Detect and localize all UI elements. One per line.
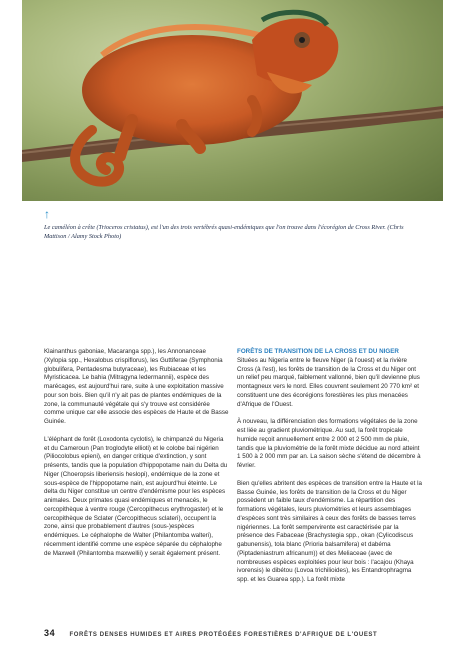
chameleon-photo [22, 0, 443, 201]
chameleon-illustration [22, 0, 443, 201]
running-title: FORÊTS DENSES HUMIDES ET AIRES PROTÉGÉES FORESTIÈRES D'AFRIQUE DE L'OUEST [69, 632, 378, 638]
up-arrow-icon: ↑ [44, 207, 50, 221]
right-column [237, 348, 423, 594]
page-footer [44, 628, 444, 640]
right-paragraph-2: À nouveau, la différenciation des formations végétales de la zone est liée au gradient pluviométrique. Au sud, la forêt tropicale humide reçoit annuellement entre 2 000 et 2 500 mm de pluie, tandis que la pluviométrie de la forêt mixte décidue au nord atteint 1 500 à 2 000 mm par an. La saison sèche s'étend de décembre à février. [237, 418, 421, 469]
section-heading: FORÊTS DE TRANSITION DE LA CROSS ET DU NIGER [237, 348, 399, 355]
right-paragraph-3: Bien qu'elles abritent des espèces de transition entre la Haute et la Basse Guinée, les forêts de transition de la Cross et du Niger possèdent un faible taux d'endémisme. La répartition des formations végétales, leurs pluviométries et leurs assemblages d'espèces sont très similaires à ceux des forêts de basses terres nigériennes. La forêt sempervirente est caractérisée par la présence des Fabaceae (Brachystegia spp., okan (Cylicodiscus gabunensis), tola blanc (Prioria balsamifera) et dabéma (Piptadeniastrum africanum)) et des Meliaceae (avec de nombreuses espèces exploitées pour leur bois : l'acajou (Khaya ivorensis) le dibétou (Lovoa trichilioides), les Entandrophragma spp. et les Guarea spp.). La forêt mixte [237, 479, 422, 583]
left-column [44, 348, 229, 567]
page-number: 34 [44, 628, 56, 638]
right-paragraph-1: Situées au Nigeria entre le fleuve Niger (à l'ouest) et la rivière Cross (à l'est), les forêts de transition de la Cross et du Niger ont un relief peu marqué, faiblement vallonné, bien qu'il devienne plus montagneux vers le nord. Elles couvrent seulement 20 770 km² et constituent une des écorégions forestières les plus menacées d'Afrique de l'Ouest. [237, 356, 420, 408]
left-paragraph-1: Klainanthus gaboniae, Macaranga spp.), les Annonanceae (Xylopia spp., Hexalobus crispiflorus), les Guttiferae (Symphonia globulifera, Pentadesma butyraceae), les Rubiaceae et les Myristicacea. Le bahia (Mitragyna ledermannii), espèce des marécages, est aujourd'hui rare, suite à une exploitation massive pour son bois. Bien qu'il n'y ait pas de plantes endémiques de la zone, la communauté végétale qui s'y trouve est considérée comme unique car elle associe des espèces de Haute et de Basse Guinée. [44, 348, 229, 425]
photo-caption: Le caméléon à crête (Trioceros cristatus), est l'un des trois vertébrés quasi-endémiques que l'on trouve dans l'écorégion de Cross River. (Chris Mattison / Alamy Stock Photo) [44, 224, 404, 240]
left-paragraph-2: L'éléphant de forêt (Loxodonta cyclotis), le chimpanzé du Nigeria et du Cameroun (Pan troglodyte ellioti) et le colobe bai nigérien (Piliocolobus epieni), en danger critique d'extinction, y sont présents, tandis que la population d'hippopotame nain du Delta du Niger (Choeropsis liberiensis heslopi), endémique de la zone et sous-espèce de l'hippopotame nain, est aujourd'hui éteinte. Le delta du Niger constitue un centre d'endémisme pour les espèces animales. Deux primates quasi endémiques et menacés, le cercopithèque à ventre rouge (Cercopithecus erythrogaster) et le cercopithèque de Sclater (Cercopithecus sclateri), occupent la zone, ainsi que probablement d'autres (sous-)espèces endémiques. Le céphalophe de Walter (Philantomba walteri), récemment identifié comme une espèce séparée du céphalophe de Maxwell (Philantomba maxwellii) y serait également présent. [44, 435, 228, 557]
